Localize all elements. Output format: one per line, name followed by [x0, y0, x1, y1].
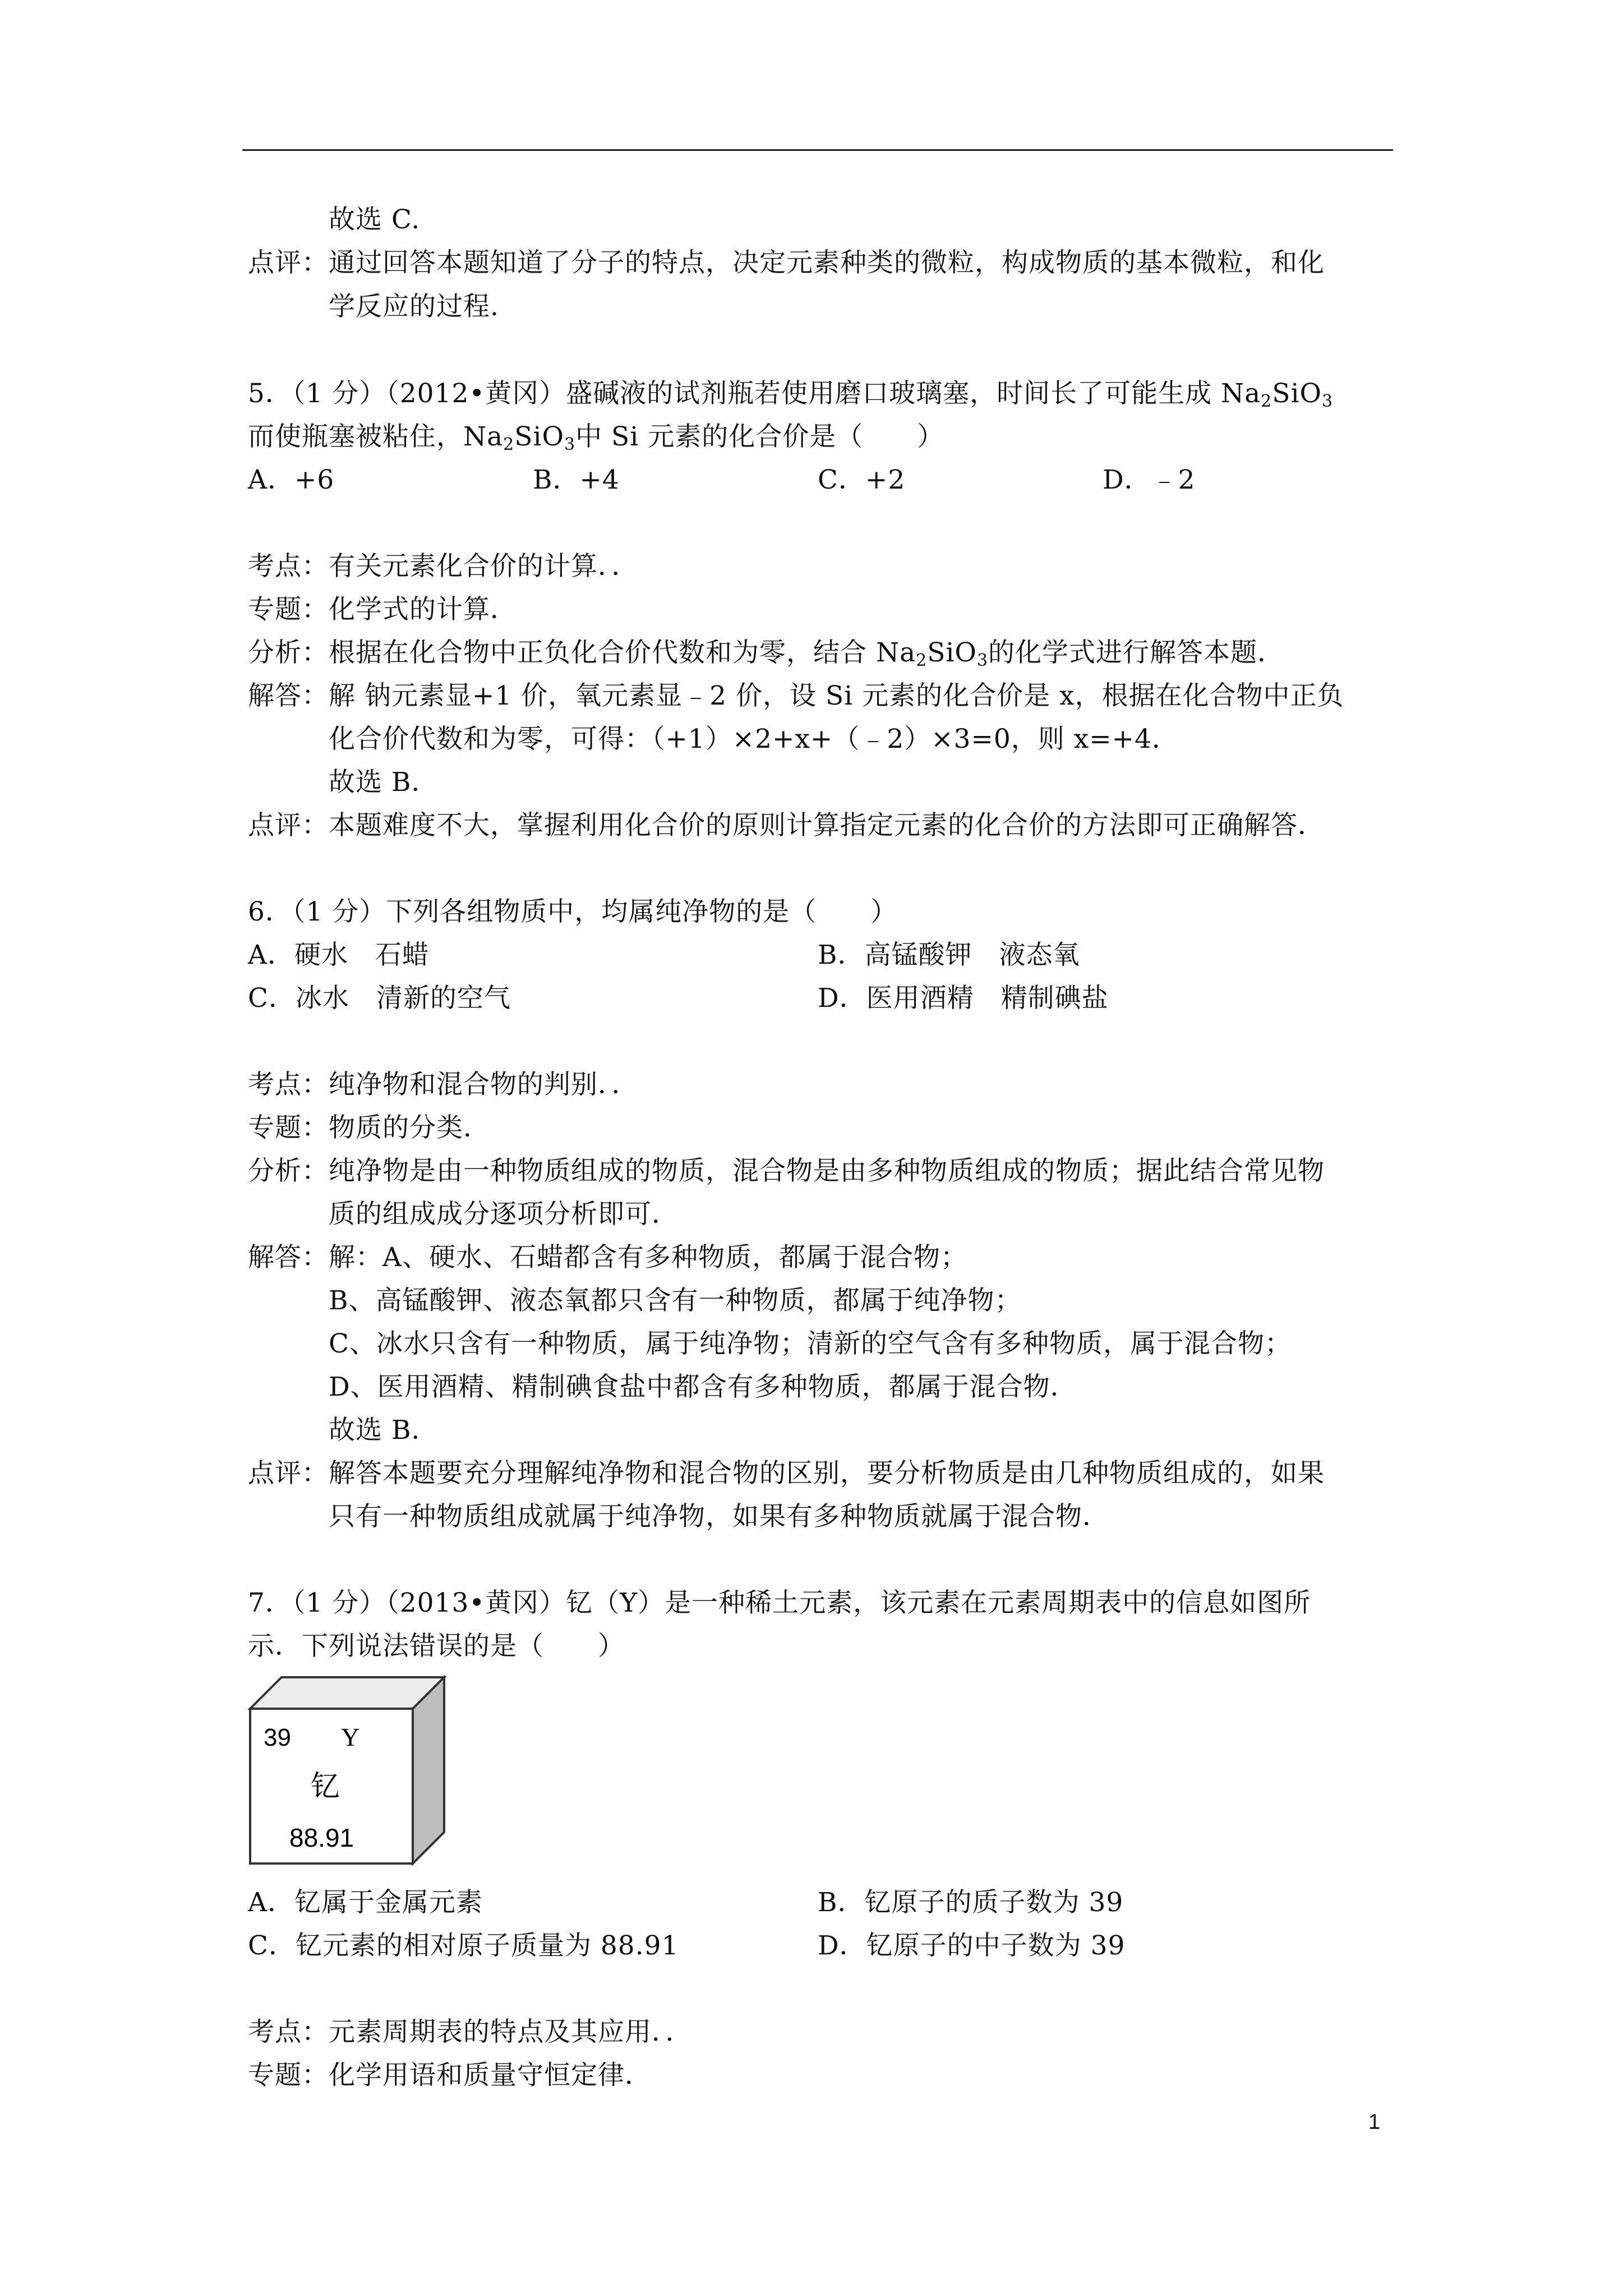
element-mass: 88.91 — [289, 1823, 354, 1852]
q6-dianping-line2: 只有一种物质组成就属于纯净物，如果有多种物质就属于混合物． — [329, 1501, 1109, 1532]
header-rule — [242, 149, 1393, 151]
q5-jieda-line1: 解答：解 钠元素显+1 价，氧元素显﹣2 价，设 Si 元素的化合价是 x，根据在化合物中正负 — [248, 680, 1344, 711]
q5-choose: 故选 B． — [329, 767, 439, 798]
q5-fenxi-text: 的化学式进行解答本题． — [988, 637, 1285, 668]
formula-part: SiO — [1272, 378, 1322, 409]
comment-text: 通过回答本题知道了分子的特点，决定元素种类的微粒，构成物质的基本微粒，和化 — [329, 247, 1325, 278]
formula-part: SiO — [927, 637, 977, 668]
q5-kaodian: 考点：有关元素化合价的计算．． — [248, 551, 639, 582]
q6-zhuanti: 专题：物质的分类． — [248, 1112, 490, 1143]
q6-fenxi-line1: 分析：纯净物是由一种物质组成的物质，混合物是由多种物质组成的物质；据此结合常见物 — [248, 1156, 1325, 1186]
subscript: 3 — [564, 435, 576, 454]
q6-option-c: C．冰水 清新的空气 — [248, 983, 511, 1014]
q5-dianping: 点评：本题难度不大，掌握利用化合价的原则计算指定元素的化合价的方法即可正确解答． — [248, 810, 1325, 841]
q7-stem-line2: 示．下列说法错误的是（ ） — [248, 1631, 625, 1662]
comment-label: 点评： — [248, 247, 329, 278]
q5-stem-text: 中 Si 元素的化合价是（ ） — [575, 421, 944, 452]
subscript: 2 — [916, 651, 928, 670]
q5-stem-line1 — [248, 377, 1333, 411]
q5-fenxi — [248, 636, 1284, 670]
subscript: 2 — [1261, 392, 1272, 411]
q5-stem-line2 — [248, 420, 944, 454]
q6-jieda-line3: C、冰水只含有一种物质，属于纯净物；清新的空气含有多种物质，属于混合物； — [329, 1328, 1292, 1359]
subscript: 3 — [1322, 392, 1334, 411]
q6-jieda-line2: B、高锰酸钾、液态氧都只含有一种物质，都属于纯净物； — [329, 1285, 1022, 1316]
comment-line — [248, 246, 1325, 280]
element-number: 39 — [264, 1724, 291, 1751]
q5-option-d: D．﹣2 — [1103, 464, 1196, 495]
element-symbol: Y — [341, 1723, 360, 1751]
q5-fenxi-text: 分析：根据在化合物中正负化合价代数和为零，结合 Na — [248, 637, 916, 668]
q7-option-c: C．钇元素的相对原子质量为 88.91 — [248, 1930, 679, 1961]
q5-stem-text: 而使瓶塞被粘住，Na — [248, 421, 504, 452]
q7-zhuanti: 专题：化学用语和质量守恒定律． — [248, 2060, 652, 2091]
q6-jieda-line4: D、医用酒精、精制碘食盐中都含有多种物质，都属于混合物． — [329, 1372, 1077, 1402]
page-number: 1 — [1368, 2110, 1381, 2134]
q6-jieda-line1: 解答：解：A、硬水、石蜡都含有多种物质，都属于混合物； — [248, 1242, 967, 1273]
subscript: 2 — [503, 435, 515, 454]
choose-answer: 故选 C. — [329, 204, 421, 235]
q5-stem-text: 5．（1 分）（2012•黄冈）盛碱液的试剂瓶若使用磨口玻璃塞，时间长了可能生成 Na — [248, 378, 1261, 409]
q6-stem: 6．（1 分）下列各组物质中，均属纯净物的是（ ） — [248, 896, 898, 927]
q7-option-d: D．钇原子的中子数为 39 — [818, 1930, 1126, 1961]
q5-jieda-line2: 化合价代数和为零，可得：（+1）×2+x+（﹣2）×3=0，则 x=+4． — [329, 724, 1179, 754]
q5-option-c: C．+2 — [818, 464, 906, 495]
q5-option-a: A．+6 — [248, 464, 335, 495]
q6-option-a: A．硬水 石蜡 — [248, 940, 429, 970]
q7-option-a: A．钇属于金属元素 — [248, 1887, 483, 1918]
q7-kaodian: 考点：元素周期表的特点及其应用．． — [248, 2017, 693, 2047]
q7-stem-line1: 7．（1 分）（2013•黄冈）钇（Y）是一种稀土元素，该元素在元素周期表中的信息如图所 — [248, 1588, 1311, 1618]
q6-choose: 故选 B． — [329, 1415, 439, 1446]
q7-option-b: B．钇原子的质子数为 39 — [818, 1887, 1124, 1918]
subscript: 3 — [976, 651, 989, 670]
q6-option-d: D．医用酒精 精制碘盐 — [818, 983, 1109, 1014]
element-cube-drawing — [247, 1673, 449, 1869]
element-card-figure — [247, 1673, 449, 1869]
q5-option-b: B．+4 — [533, 464, 620, 495]
comment-continuation: 学反应的过程. — [329, 291, 499, 322]
q5-zhuanti: 专题：化学式的计算． — [248, 594, 517, 625]
q6-fenxi-line2: 质的组成成分逐项分析即可． — [329, 1199, 679, 1230]
formula-part: SiO — [514, 421, 565, 452]
element-name: 钇 — [311, 1770, 340, 1803]
q6-dianping-line1: 点评：解答本题要充分理解纯净物和混合物的区别，要分析物质是由几种物质组成的，如果 — [248, 1458, 1325, 1489]
q6-option-b: B．高锰酸钾 液态氧 — [818, 940, 1080, 970]
q6-kaodian: 考点：纯净物和混合物的判别．． — [248, 1069, 639, 1100]
